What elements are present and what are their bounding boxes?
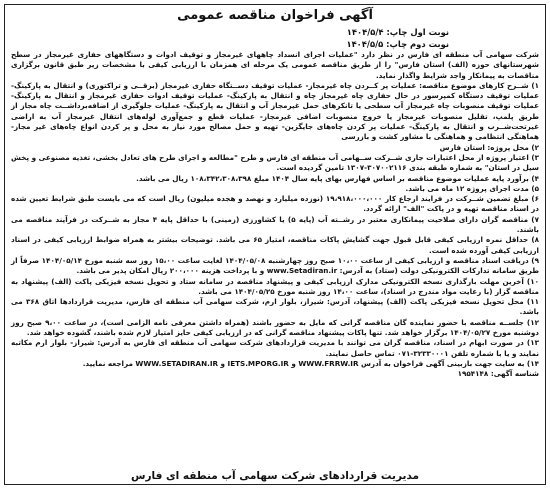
item-guarantee: ۶) مبلغ تضمین شــرکت در فرایند ارجاع کار ۱۹،۹۱۸،۰۰۰،۰۰۰ (نوزده میلیارد و نهصد و هجده میلیون) ریال است که می بایست طبق شرایط تعیین شده در اسناد مناقصه تهیه و در پاکت "الف" ارائه گردد.: [11, 194, 539, 214]
item-qualification: ۷) مناقصه گران دارای صلاحیت پیمانکاری معتبر در رشــته آب (پایه ۵) یا کشاورزی (زمینی) با حداقل پایه ۴ مجاز به شــرکت در فرآیند مناقصه می باشند.: [11, 214, 539, 235]
notice-id: شناسه آگهی: ۱۹۵۴۱۴۸: [457, 369, 539, 379]
item-delivery: ۱۱) محل تحویل نسخه فیزیکی پاکت (الف) پیشنهاد، آدرس: شیراز، بلوار ارم، شرکت سهامی آب منطقه ای فارس، مدیریت قراردادها اتاق ۳۶۸ می باشد.: [11, 297, 540, 317]
item-contact: ۱۳) در صورت ابهام در اسناد، مناقصه گران می توانند با مدیریت قراردادهای شرکت سهامی آب منطقه ای فارس به آدرس: شیراز- بلوار ارم مکاتبه نمایند و یا با شماره تلفن ۳۲۳۳۰۰۰۱-۰۷۱ تماس حاصل نمایند.: [11, 338, 539, 358]
item-min-score: ۸) حداقل نمره ارزیابی کیفی قابل قبول جهت گشایش پاکات مناقصه، امتیاز ۶۵ می باشد. توضیحات بیشتر به همراه ضوابط ارزیابی کیفی در اسناد ارزیابی کیفی آورده شده است.: [11, 235, 539, 255]
second-print-date: نوبت دوم چاپ: ۱۴۰۴/۵/۵: [346, 39, 449, 49]
item-documents: ۹) دریافت اسناد مناقصه و ارزیابی کیفی از ساعت ۱۰،۰۰ صبح روز چهارشنبه ۱۴۰۴/۰۵/۰۸ لغایت ساعت ۱۵،۰۰ روز سه شنبه مورخ ۱۴۰۴/۰۵/۱۴ صرفاً از طریق سامانه تدارکات الکترونیکی دولت (ستاد) به آدرس: www.Setadiran.ir و با پرداخت هزینه ۲۰۰،۰۰۰ ریال امکان پذیر می باشد.: [11, 255, 539, 276]
item-deadline: ۱۰) آخرین مهلت بارگذاری نسخه الکترونیکی مدارک ارزیابی کیفی و پیشنهاد مناقصه در سامانه ستاد و تحویل نسخه فیزیکی پاکت (الف) پیشنهاد به مناقصه گزار (با رعایت مواد مندرج در اسناد)، ساعت ۱۴،۰۰ روز شنبه مورخ ۱۴۰۴/۰۵/۲۵ می باشد.: [11, 276, 539, 296]
notice-intro: شرکت سهامی آب منطقه ای فارس در نظر دارد "عملیات اجرای انسداد چاههای غیرمجاز و توقیف ادوات و دستگاههای حفاری غیرمجاز در سطح شهرستانهای حوزه (الف) استان فارس" را از طریق مناقصه عمومی یک مرحله ای همزمان با ارزیابی کیفی با مشخصات زیر طبق قانون برگزاری مناقصات به پیمانکار واجد شرایط واگذار نماید.: [11, 50, 539, 80]
first-print-date: نوبت اول چاپ: ۱۴۰۴/۵/۴: [346, 27, 449, 37]
item-funding: ۳) اعتبار پروژه از محل اعتبارات جاری شــرکت ســهامی آب منطقه ای فارس و طرح "مطالعه و اجرای طرح های تعادل بخشی، تغذیه مصنوعی و پخش سیل در استان" به شماره طبقه بندی ۳۰۷۰۰۲۱۱۶-۱۳۰۷ تامین گردیده است.: [11, 152, 539, 173]
item-session: ۱۲) جلســه مناقصه با حضور نماینده گان مناقصه گرانی که مایل به حضور باشند (همراه داشتن معرفی نامه الزامی است)، در ساعت ۹،۰۰ صبح روز دوشنبه مورخ ۱۴۰۴/۰۵/۲۷ برگزار خواهد شد. تنها پاکات پیشنهاد مناقصه گرانی که در ارزیابی کیفی حایز امتیاز لازم شده باشند، گشوده خواهد شد.: [11, 317, 539, 338]
print-dates: [11, 26, 539, 50]
item-estimate: ۴) برآورد پایه عملیات موضوع مناقصه بر اساس فهارس بهای پایه سال ۱۴۰۴ مبلغ ۱۰۸،۳۴۲،۳۰۸،۳۹۸ ریال می باشد.: [136, 173, 539, 183]
notice-title: آگهی فراخوان مناقصه عمومی: [177, 8, 373, 23]
item-scope: ۱) شــرح کارهای موضوع مناقصه: عملیات پر کــردن چاه غیرمجاز- عملیات توقیف دســتگاه حفاری غیرمجاز (برقــی و تراکتوری) و انتقال به پارکینگ- عملیات توقیف دستگاه کمپرسور در حال حفاری چاه غیرمجاز چاه و انتقال به پارکینگ- عملیات توقیف ادوات حفاری غیرمجاز و انتقال به پارکینگ- عملیات توقیف منصوبات چاه غیرمجاز آب سطحی یا تانکرهای حمل غیرمجاز آب و انتقال به پارکینگ- عملیات جلوگیری از اضافه‌برداشــت چاه مجاز از طریق پلمپ، تقلیل منصوبات غیرمجاز یا خروج منصوبات اضافی غیرمجاز- عملیات قطع و جمع‌آوری لوله‌های انتقال غیرمجاز آب به اراضی غیرتحت‌شــرب و انتقال به پارکینگ- عملیات پر کردن چاه‌های جایگزین- تهیه و حمل مصالح مورد نیاز به محل و پر کردن انواع چاه‌های غیر مجاز- هماهنگی انتظامی و هماهنگی با مشاور کشت و بازرسی: [11, 80, 539, 142]
item-location: ۲) محل پروژه: استان فارس: [439, 142, 539, 152]
issuer-signature: مدیریت قراردادهای شرکت سهامی آب منطقه ای فارس: [130, 470, 420, 482]
item-websites: ۱۴) به سایت جهت بازبینی آگهی فراخوان به آدرس WWW.FRRW.IR و IETS.MPORG.IR و WWW.SETADIRAN.IR مراجعه نمایید.: [82, 358, 539, 368]
tender-notice: [4, 4, 546, 485]
notice-body: [11, 50, 539, 380]
item-duration: ۵) مدت اجرای پروژه ۱۲ ماه می باشد.: [405, 183, 539, 193]
